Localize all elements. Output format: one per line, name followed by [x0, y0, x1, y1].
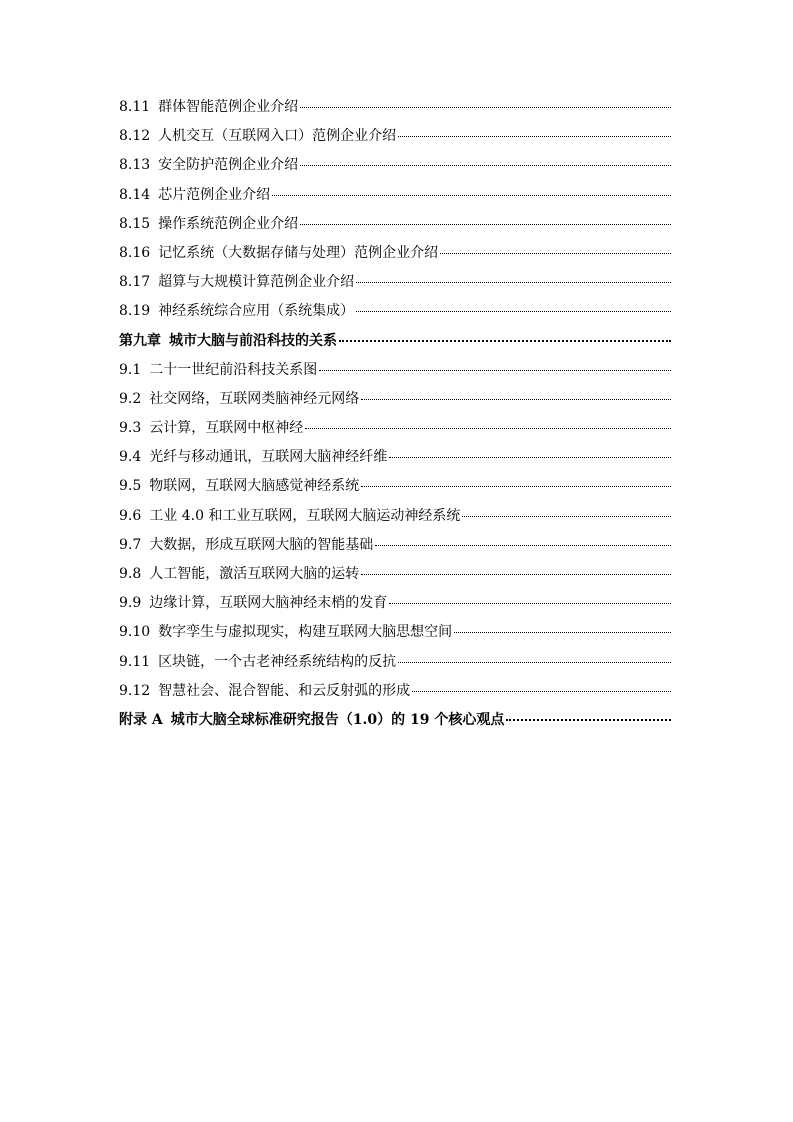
toc-entry-9-6[interactable]	[119, 502, 671, 531]
toc-entry-8-16[interactable]	[119, 239, 671, 268]
toc-appendix-title: 城市大脑全球标准研究报告（1.0）的 19 个核心观点	[170, 711, 505, 728]
dot-leader	[361, 399, 671, 400]
toc-entry-number: 9.11	[119, 653, 151, 670]
toc-entry-title: 人工智能，激活互联网大脑的运转	[149, 566, 360, 582]
dot-leader	[398, 662, 671, 663]
toc-entry-9-9[interactable]	[119, 589, 671, 618]
dot-leader	[454, 632, 671, 633]
dot-leader	[300, 107, 671, 108]
toc-entry-number: 8.12	[119, 128, 151, 145]
toc-entry-9-12[interactable]	[119, 677, 671, 706]
toc-entry-9-5[interactable]	[119, 472, 671, 501]
toc-entry-9-2[interactable]	[119, 385, 671, 414]
toc-entry-9-3[interactable]	[119, 414, 671, 443]
dot-leader	[440, 253, 671, 254]
toc-entry-number: 9.2	[119, 390, 142, 407]
toc-entry-number: 8.16	[119, 244, 151, 261]
toc-entry-title: 物联网，互联网大脑感觉神经系统	[149, 478, 360, 495]
toc-entry-8-15[interactable]	[119, 210, 671, 239]
dot-leader	[339, 340, 671, 342]
toc-entry-title: 神经系统综合应用（系统集成）	[158, 303, 355, 320]
dot-leader	[356, 282, 671, 283]
dot-leader	[300, 165, 671, 166]
toc-entry-number: 9.10	[119, 624, 151, 641]
dot-leader	[272, 195, 671, 196]
dot-leader	[506, 719, 671, 721]
toc-entry-number: 8.11	[119, 99, 151, 115]
toc-entry-number: 9.7	[119, 536, 142, 553]
toc-entry-title: 工业 4.0 和工业互联网，互联网大脑运动神经系统	[149, 507, 461, 524]
toc-appendix-number: 附录 A	[119, 711, 163, 728]
toc-entry-title: 云计算，互联网中枢神经	[149, 420, 304, 437]
dot-leader	[305, 428, 671, 429]
dot-leader	[361, 486, 671, 487]
dot-leader	[462, 516, 671, 517]
toc-entry-number: 9.3	[119, 420, 142, 437]
toc-entry-9-4[interactable]	[119, 443, 671, 472]
dot-leader	[389, 457, 671, 458]
toc-chapter-number: 第九章	[119, 332, 161, 349]
toc-entry-number: 9.9	[119, 595, 142, 612]
toc-entry-9-7[interactable]	[119, 531, 671, 560]
toc-entry-9-8[interactable]	[119, 560, 671, 589]
toc-entry-title: 数字孪生与虚拟现实，构建互联网大脑思想空间	[158, 624, 453, 641]
toc-entry-number: 9.4	[119, 449, 142, 466]
toc-entry-number: 9.12	[119, 682, 151, 699]
dot-leader	[319, 370, 671, 371]
toc-entry-number: 9.8	[119, 566, 142, 582]
toc-entry-8-19[interactable]	[119, 297, 671, 326]
toc-entry-number: 8.15	[119, 215, 151, 232]
dot-leader	[361, 574, 671, 575]
toc-chapter-title: 城市大脑与前沿科技的关系	[169, 332, 337, 349]
toc-entry-8-17[interactable]	[119, 268, 671, 297]
toc-entry-number: 9.1	[119, 361, 142, 378]
toc-entry-number: 8.14	[119, 186, 151, 203]
toc-entry-title: 智慧社会、混合智能、和云反射弧的形成	[158, 682, 411, 699]
toc-entry-title: 光纤与移动通讯，互联网大脑神经纤维	[149, 449, 388, 466]
dot-leader	[356, 311, 671, 312]
toc-entry-8-14[interactable]	[119, 181, 671, 210]
dot-leader	[412, 691, 671, 692]
toc-entry-8-11[interactable]	[119, 93, 671, 122]
toc-entry-number: 9.5	[119, 478, 142, 495]
toc-entry-8-13[interactable]	[119, 151, 671, 180]
toc-entry-number: 8.17	[119, 274, 151, 291]
toc-entry-title: 群体智能范例企业介绍	[158, 99, 299, 115]
dot-leader	[300, 224, 671, 225]
toc-entry-title: 二十一世纪前沿科技关系图	[149, 361, 318, 378]
toc-entry-number: 8.19	[119, 303, 151, 320]
toc-entry-title: 安全防护范例企业介绍	[158, 157, 299, 174]
toc-entry-title: 人机交互（互联网入口）范例企业介绍	[158, 128, 397, 145]
toc-chapter-9[interactable]	[119, 327, 671, 356]
toc-entry-title: 芯片范例企业介绍	[158, 186, 271, 203]
toc-entry-title: 超算与大规模计算范例企业介绍	[158, 274, 355, 291]
toc-entry-title: 记忆系统（大数据存储与处理）范例企业介绍	[158, 244, 439, 261]
toc-entry-9-1[interactable]	[119, 356, 671, 385]
toc-appendix-a[interactable]	[119, 706, 671, 735]
toc-entry-number: 8.13	[119, 157, 151, 174]
toc-entry-8-12[interactable]	[119, 122, 671, 151]
toc-entry-9-10[interactable]	[119, 618, 671, 647]
toc-entry-number: 9.6	[119, 507, 142, 524]
toc-entry-title: 操作系统范例企业介绍	[158, 215, 299, 232]
toc-entry-title: 边缘计算，互联网大脑神经末梢的发育	[149, 595, 388, 612]
table-of-contents	[119, 93, 671, 735]
dot-leader	[389, 603, 671, 604]
toc-entry-title: 区块链，一个古老神经系统结构的反抗	[158, 653, 397, 670]
toc-entry-title: 社交网络，互联网类脑神经元网络	[149, 390, 360, 407]
dot-leader	[375, 545, 671, 546]
toc-entry-9-11[interactable]	[119, 648, 671, 677]
dot-leader	[398, 136, 671, 137]
toc-entry-title: 大数据，形成互联网大脑的智能基础	[149, 536, 374, 553]
